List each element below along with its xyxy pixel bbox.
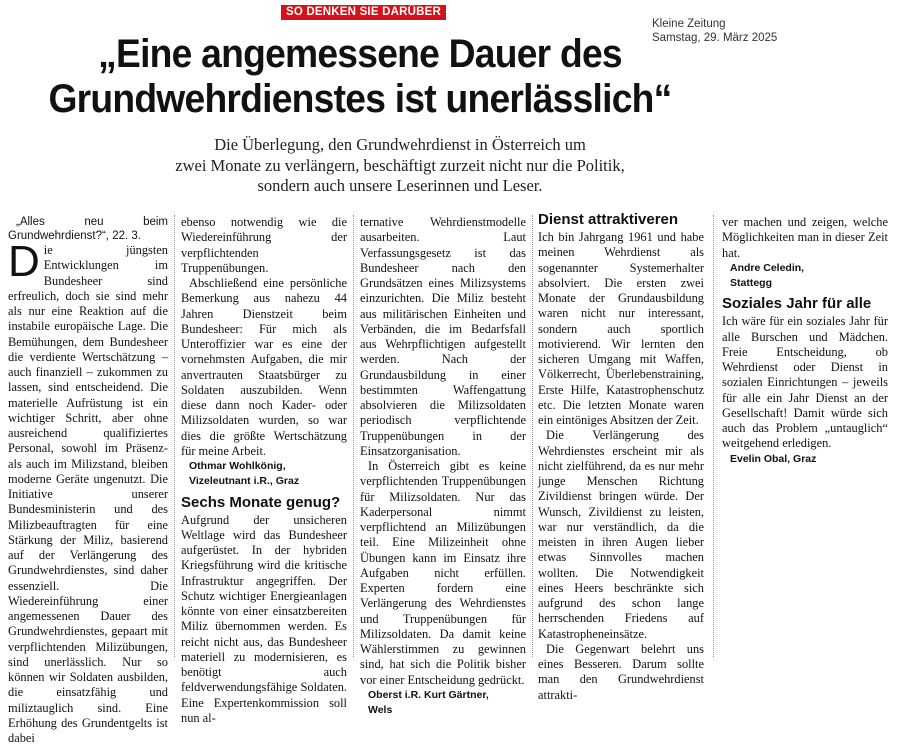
letter-4-paragraph-1: Ich wäre für ein soziales Jahr für alle Burschen und Mädchen. Freie Entscheidung, ob Wehrdienst oder Dienst in sozialen Einrichtungen – jeweils für alle ein Jahr Dienst an der Gesellschaft! Damit würde sich auch das Problem „untauglich“ weitgehend erledigen. xyxy=(722,314,888,451)
column-4 xyxy=(538,211,704,702)
headline-line-1: „Eine angemessene Dauer des xyxy=(98,32,622,76)
letter-3-paragraph-2: Die Verlängerung des Wehrdienstes erscheint mir als nicht zielführend, da es nur mehr junge Menschen Richtung Zivildienst bringen würde. Der Wunsch, Zivildienst zu leisten, war nur verständlich, da die meisten in ihren Augen lieber etwas Sinnvolles machen wollten. Die Notwendigkeit eines Heers beschränkte sich aufgrund des schon lange herrschenden Friedens auf Katastropheneinsätze. xyxy=(538,428,704,641)
letter-2-paragraph-3: In Österreich gibt es keine verpflichtenden Truppenübungen für Milizsoldaten. Nur das Kaderpersonal nimmt verpflichtend an Milizübungen teil. Eine Milizeinheit ohne Übungen kann im Einsatz ihre Aufgaben nicht erfüllen. Experten fordern eine Verlängerung des Wehrdienstes und Truppenübungen für Milizsoldaten. Da damit keine Wählerstimmen zu gewinnen sind, hat sich die Politik bisher vor einer Entscheidung gedrückt. xyxy=(360,459,526,687)
letter-3-paragraph-3: Die Gegenwart belehrt uns eines Besseren. Darum sollte man den Grundwehrdienst attrakti- xyxy=(538,641,704,702)
letter-1-paragraph-2: ebenso notwendig wie die Wiedereinführung der verpflichtenden Truppenübungen. xyxy=(181,215,347,275)
letter-3-author-place: Stattegg xyxy=(730,277,772,289)
letter-reference: „Alles neu beim Grundwehrdienst?“, 22. 3. xyxy=(8,216,168,242)
letter-4-author: Evelin Obal, Graz xyxy=(730,452,817,465)
letter-3-subhead: Dienst attraktiveren xyxy=(538,211,679,228)
column-divider xyxy=(174,215,176,657)
lead-text xyxy=(100,135,700,197)
letter-2-paragraph-2: ternative Wehrdienstmodelle ausarbeiten. Laut Verfassungsgesetz ist das Bundesheer nach den Grundsätzen eines Milizsystems einzurichten. Die Miliz besteht aus militärischen Einheiten und Verbänden, die im Bedarfsfall aus Wehrpflichtigen aufgestellt werden. Nach der Grundausbildung in einer bestimmten Waffengattung absolvieren die Milizsoldaten periodisch verpflichtende Truppenübungen in der Einsatzorganisation. xyxy=(360,215,526,458)
letter-2-subhead: Sechs Monate genug? xyxy=(181,493,341,511)
letter-3-paragraph-4: ver machen und zeigen, welche Möglichkeiten man in dieser Zeit hat. xyxy=(722,215,888,260)
letter-1-author: Othmar Wohlkönig, xyxy=(189,460,286,472)
letter-3-author: Andre Celedin, xyxy=(730,261,805,274)
letter-1-paragraph-1 xyxy=(8,237,168,746)
letter-1-paragraph-3: Abschließend eine persönliche Bemerkung aus nahezu 44 Jahren Dienstzeit beim Bundesheer: Für mich als Unteroffizier war es eine der vornehmsten Aufgaben, die mir anvertrauten Staatsbürger zu Soldaten auszubilden. Wenn diese dann noch Kader- oder Milizsoldaten wurden, so war dies die größte Wertschätzung für meine Arbeit. xyxy=(181,276,347,458)
lead-line-3: sondern auch unsere Leserinnen und Leser. xyxy=(257,176,543,195)
letter-1-text: ie jüngsten Entwicklungen im Bundesheer sind erfreulich, doch sie sind mehr als nur eine Reaktion auf die instabile europäische Lage. Die Bemühungen, dem Bundesheer die verdiente Wertschätzung – auch finanziell – zukommen zu lassen, sind entscheidend. Die materielle Aufrüstung ist ein wichtiger Schritt, aber ohne ausreichend qualifiziertes Personal, sowohl im Präsenz- als auch im Milizstand, bleiben moderne Geräte ungenutzt. Die Initiative unserer Bundesministerin und des Milizbeauftragten für eine Stärkung der Miliz, basierend auf der Verlängerung des Grundwehrdienstes, sind daher essenziell. Die Wiedereinführung einer angemessenen Dauer des Grundwehrdienstes, gepaart mit verpflichtenden Milizübungen, sind unerlässlich. Nur so können wir Soldaten ausbilden, die einsatzfähig und miliztauglich sind. Eine Erhöhung des Grundentgelts ist dabei xyxy=(8,243,168,745)
letter-3-paragraph-1: Ich bin Jahrgang 1961 und habe meinen Wehrdienst als sogenannter Systemerhalter absolviert. Die ersten zwei Monate der Grundausbildung waren nicht nur interessant, sondern auch sportlich motivierend. Wir lernten den sicheren Umgang mit Waffen, Völkerrecht, Überlebenstraining, Erste Hilfe, Katastrophenschutz etc. Die letzten Monate waren ein eintöniges Absitzen der Zeit. xyxy=(538,230,704,427)
column-5 xyxy=(722,215,888,660)
letter-2-author-place: Wels xyxy=(368,704,393,716)
column-divider xyxy=(353,215,355,657)
column-2 xyxy=(181,215,347,725)
publication-name: Kleine Zeitung xyxy=(652,18,726,30)
publication-date: Samstag, 29. März 2025 xyxy=(652,32,778,44)
lead-line-2: zwei Monate zu verlängern, beschäftigt zurzeit nicht nur die Politik, xyxy=(175,155,625,175)
section-rubric: SO DENKEN SIE DARÜBER xyxy=(281,5,446,20)
letter-1-author-title: Vizeleutnant i.R., Graz xyxy=(189,475,300,488)
column-1 xyxy=(8,215,168,745)
drop-cap: D xyxy=(8,237,40,286)
letter-2-author: Oberst i.R. Kurt Gärtner, xyxy=(368,688,489,701)
letter-2-paragraph-1: Aufgrund der unsicheren Weltlage wird das Bundesheer aufgerüstet. In der hybriden Kriegsführung wird die kritische Infrastruktur angegriffen. Der Schutz wichtiger Energieanlagen könnte von einer einsatzbereiten Miliz übernommen werden. Es reicht nicht aus, das Bundesheer materiell zu modernisieren, es benötigt auch feldverwendungsfähige Soldaten. Eine Expertenkommission soll nun al- xyxy=(181,512,347,725)
column-divider xyxy=(532,215,534,657)
headline-line-2: Grundwehrdienstes ist unerlässlich“ xyxy=(48,77,672,121)
column-divider xyxy=(713,215,715,657)
letter-4-subhead: Soziales Jahr für alle xyxy=(722,295,872,313)
lead-line-1: Die Überlegung, den Grundwehrdienst in Österreich um xyxy=(214,135,586,154)
headline xyxy=(35,32,686,122)
column-3 xyxy=(360,215,526,716)
